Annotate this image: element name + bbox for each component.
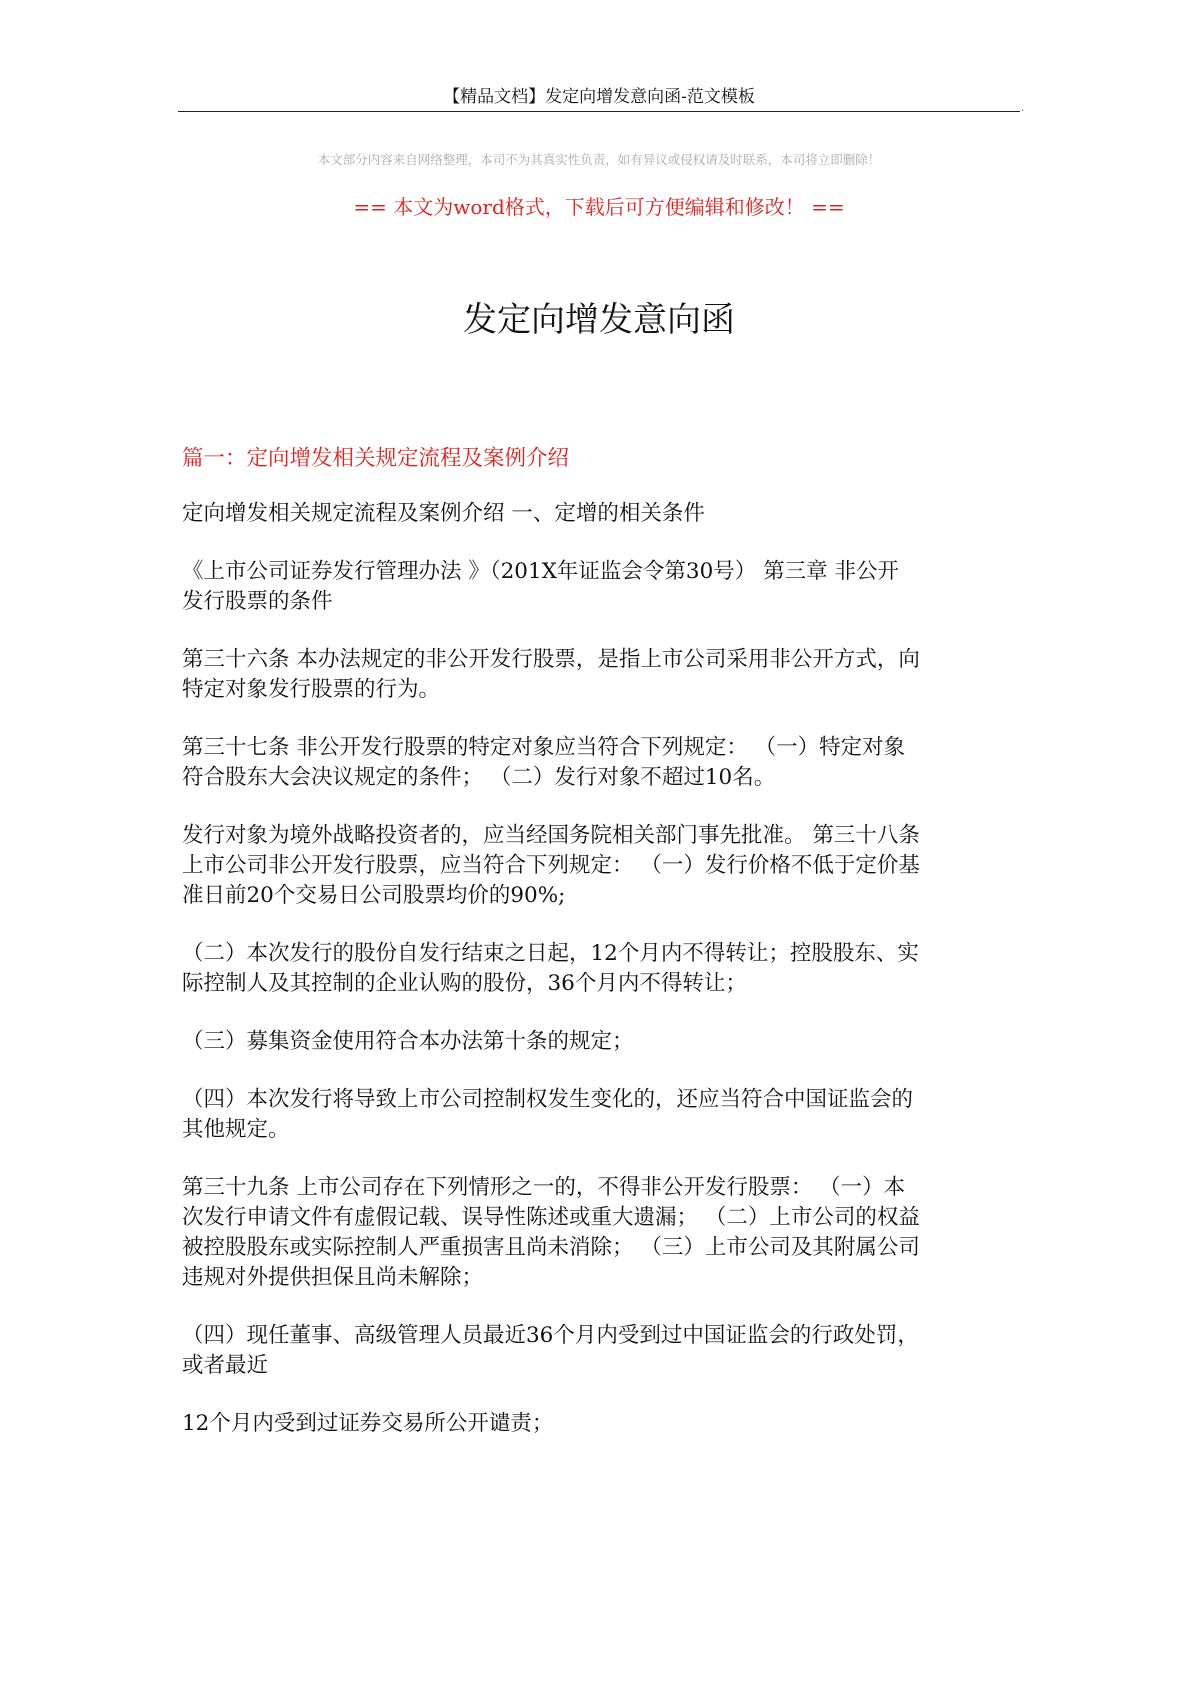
paragraph-line: 发行对象为境外战略投资者的，应当经国务院相关部门事先批准。 第三十八条 [182,823,920,848]
paragraph-line: （三）募集资金使用符合本办法第十条的规定； [182,1029,634,1054]
paragraph-list [182,499,1020,1439]
body-paragraph [182,1173,1020,1293]
paragraph-line: 或者最近 [182,1353,269,1378]
paragraph-line: 特定对象发行股票的行为。 [182,677,441,702]
paragraph-line: 际控制人及其控制的企业认购的股份，36个月内不得转让； [182,971,747,996]
paragraph-line: （二）本次发行的股份自发行结束之日起，12个月内不得转让；控股股东、实 [182,941,919,966]
header-end-mark: . [1021,103,1025,114]
body-paragraph [182,1321,1020,1381]
body-paragraph [182,733,1020,793]
paragraph-line: 被控股股东或实际控制人严重损害且尚未消除； （三）上市公司及其附属公司 [182,1235,920,1260]
paragraph-line: 次发行申请文件有虚假记载、误导性陈述或重大遗漏； （二）上市公司的权益 [182,1205,920,1230]
body-paragraph [182,499,1020,529]
paragraph-line: 第三十七条 非公开发行股票的特定对象应当符合下列规定： （一）特定对象 [182,735,906,760]
paragraph-line: 其他规定。 [182,1117,290,1142]
paragraph-line: 第三十六条 本办法规定的非公开发行股票，是指上市公司采用非公开方式，向 [182,647,920,672]
body-paragraph [182,1409,1020,1439]
paragraph-line: 定向增发相关规定流程及案例介绍 一、定增的相关条件 [182,501,705,526]
section-heading: 篇一：定向增发相关规定流程及案例介绍 [182,446,570,471]
paragraph-line: 符合股东大会决议规定的条件； （二）发行对象不超过10名。 [182,765,776,790]
paragraph-line: 违规对外提供担保且尚未解除； [182,1265,484,1290]
document-title: 发定向增发意向函 [463,300,735,340]
paragraph-line: 《上市公司证券发行管理办法 》（201X年证监会令第30号） 第三章 非公开 [182,559,899,584]
word-format-notice: == 本文为word格式，下载后可方便编辑和修改！ == [353,195,845,219]
header-rule [178,111,1020,112]
disclaimer-text: 本文部分内容来自网络整理，本司不为其真实性负责，如有异议或侵权请及时联系，本司将立即删除！ [317,152,881,167]
document-body [182,444,1020,1467]
paragraph-line: （四）本次发行将导致上市公司控制权发生变化的，还应当符合中国证监会的 [182,1087,914,1112]
paragraph-line: 发行股票的条件 [182,589,333,614]
page-header: 【精品文档】发定向增发意向函-范文模板 [443,87,755,107]
body-paragraph [182,557,1020,617]
body-paragraph [182,1085,1020,1145]
paragraph-line: 12个月内受到过证券交易所公开谴责； [182,1411,554,1436]
body-paragraph [182,645,1020,705]
paragraph-line: （四）现任董事、高级管理人员最近36个月内受到过中国证监会的行政处罚， [182,1323,919,1348]
paragraph-line: 上市公司非公开发行股票，应当符合下列规定： （一）发行价格不低于定价基 [182,853,920,878]
paragraph-line: 第三十九条 上市公司存在下列情形之一的，不得非公开发行股票： （一）本 [182,1175,906,1200]
body-paragraph [182,1027,1020,1057]
body-paragraph [182,821,1020,911]
body-paragraph [182,939,1020,999]
paragraph-line: 准日前20个交易日公司股票均价的90%; [182,883,566,908]
